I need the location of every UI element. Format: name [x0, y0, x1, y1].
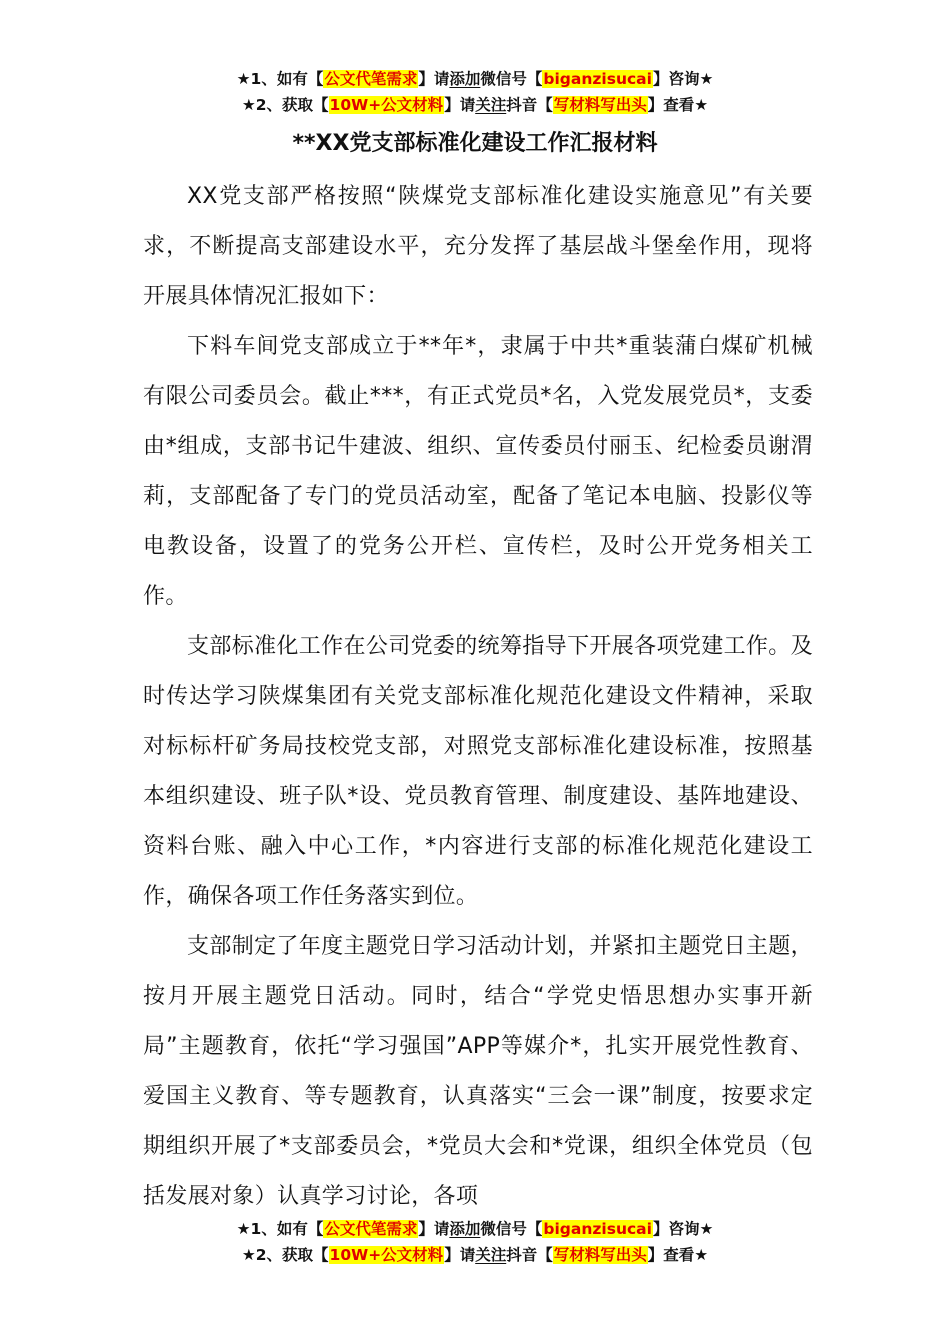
document-title: **XX党支部标准化建设工作汇报材料: [292, 131, 658, 156]
banner-underlined: 关注: [475, 96, 507, 114]
banner-underlined: 添加: [449, 1220, 481, 1238]
banner-highlight: biganzisucai: [543, 70, 652, 88]
banner-text: 】查看★: [647, 96, 709, 114]
banner-highlight: 公文代笔需求: [324, 70, 418, 88]
banner-text: 】请: [444, 96, 476, 114]
banner-underlined: 添加: [449, 70, 481, 88]
banner-underlined: 关注: [475, 1246, 507, 1264]
banner-text: 】请: [444, 1246, 476, 1264]
paragraph: 支部制定了年度主题党日学习活动计划，并紧扣主题党日主题，按月开展主题党日活动。同时，结合“学党史悟思想办实事开新局”主题教育，依托“学习强国”APP等媒介*，扎实开展党性教育、爱国主义教育、等专题教育，认真落实“三会一课”制度，按要求定期组织开展了*支部委员会，*党员大会和*党课，组织全体党员（包括发展对象）认真学习讨论，各项: [143, 934, 813, 1209]
document-body: [143, 172, 813, 1222]
banner-text: 】咨询★: [652, 1220, 714, 1238]
footer-banner: [0, 1216, 950, 1268]
banner-highlight: 公文代笔需求: [324, 1220, 418, 1238]
banner-text: 】查看★: [647, 1246, 709, 1264]
banner-highlight: 写材料写出头: [553, 1246, 647, 1264]
banner-text: 微信号【: [480, 1220, 543, 1238]
banner-highlight: 10W+公文材料: [329, 96, 444, 114]
paragraph: XX党支部严格按照“陕煤党支部标准化建设实施意见”有关要求，不断提高支部建设水平，充分发挥了基层战斗堡垒作用，现将开展具体情况汇报如下：: [143, 184, 813, 309]
banner-text: 】请: [418, 1220, 450, 1238]
header-banner: [0, 66, 950, 118]
banner-text: 微信号【: [480, 70, 543, 88]
banner-text: ★1、如有【: [236, 70, 324, 88]
banner-text: 抖音【: [506, 1246, 553, 1264]
banner-line-1: [0, 1216, 950, 1242]
banner-text: ★2、获取【: [241, 96, 329, 114]
banner-text: 】咨询★: [652, 70, 714, 88]
banner-highlight: biganzisucai: [543, 1220, 652, 1238]
banner-line-1: [0, 66, 950, 92]
banner-highlight: 10W+公文材料: [329, 1246, 444, 1264]
banner-line-2: [0, 1242, 950, 1268]
banner-highlight: 写材料写出头: [553, 96, 647, 114]
banner-text: ★1、如有【: [236, 1220, 324, 1238]
paragraph: 支部标准化工作在公司党委的统筹指导下开展各项党建工作。及时传达学习陕煤集团有关党支部标准化规范化建设文件精神，采取对标标杆矿务局技校党支部，对照党支部标准化建设标准，按照基本组织建设、班子队*设、党员教育管理、制度建设、基阵地建设、资料台账、融入中心工作，*内容进行支部的标准化规范化建设工作，确保各项工作任务落实到位。: [143, 634, 813, 909]
paragraph: 下料车间党支部成立于**年*，隶属于中共*重装蒲白煤矿机械有限公司委员会。截止***，有正式党员*名，入党发展党员*，支委由*组成，支部书记牛建波、组织、宣传委员付丽玉、纪检委员谢渭莉，支部配备了专门的党员活动室，配备了笔记本电脑、投影仪等电教设备，设置了的党务公开栏、宣传栏，及时公开党务相关工作。: [143, 334, 813, 609]
banner-text: ★2、获取【: [241, 1246, 329, 1264]
banner-line-2: [0, 92, 950, 118]
banner-text: 】请: [418, 70, 450, 88]
banner-text: 抖音【: [506, 96, 553, 114]
